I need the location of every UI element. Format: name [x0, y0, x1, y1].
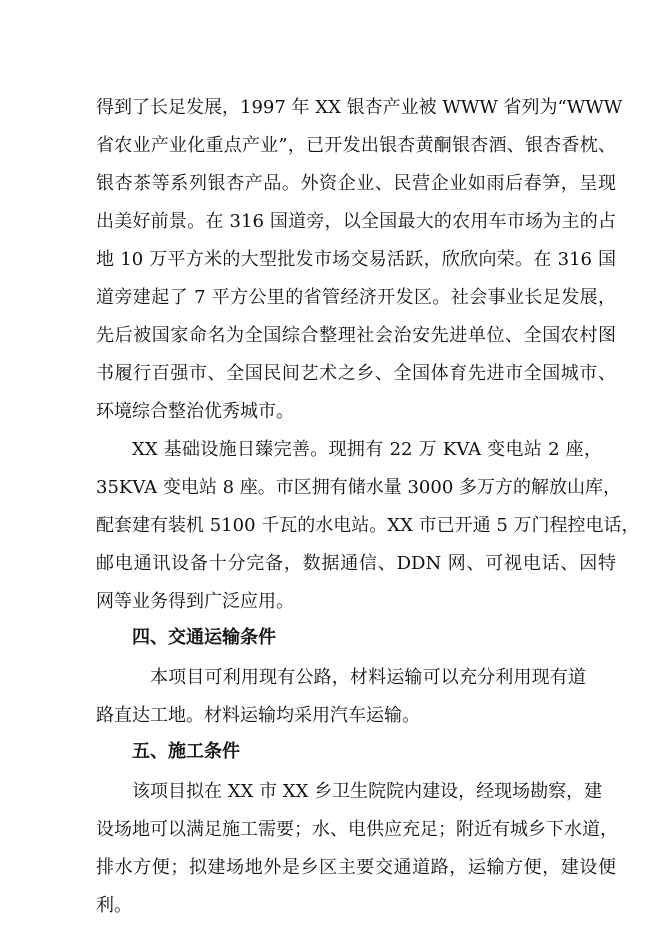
section-heading-construction: 五、施工条件: [132, 741, 240, 762]
paragraph-1-line-6: 道旁建起了 7 平方公里的省管经济开发区。社会事业长足发展，: [96, 287, 616, 308]
paragraph-4-line-2: 设场地可以满足施工需要；水、电供应充足；附近有城乡下水道，: [96, 819, 618, 840]
paragraph-1-line-2: 省农业产业化重点产业”，已开发出银杏黄酮银杏酒、银杏香枕、: [96, 135, 616, 156]
paragraph-2-line-4: 邮电通讯设备十分完备，数据通信、DDN 网、可视电话、因特: [96, 553, 616, 574]
paragraph-3-line-2: 路直达工地。材料运输均采用汽车运输。: [96, 705, 420, 726]
paragraph-1-line-4: 出美好前景。在 316 国道旁，以全国最大的农用车市场为主的占: [96, 211, 616, 232]
paragraph-4-line-1: 该项目拟在 XX 市 XX 乡卫生院院内建设，经现场勘察，建: [132, 781, 603, 802]
paragraph-4-line-4: 利。: [96, 895, 132, 916]
paragraph-4-line-3: 排水方便；拟建场地外是乡区主要交通道路，运输方便，建设便: [96, 857, 616, 878]
paragraph-2-line-5: 网等业务得到广泛应用。: [96, 591, 294, 612]
paragraph-2-line-3: 配套建有装机 5100 千瓦的水电站。XX 市已开通 5 万门程控电话，: [96, 515, 640, 536]
paragraph-1-line-3: 银杏茶等系列银杏产品。外资企业、民营企业如雨后春笋，呈现: [96, 173, 616, 194]
paragraph-1-line-9: 环境综合整治优秀城市。: [96, 401, 294, 422]
paragraph-3-line-1: 本项目可利用现有公路，材料运输可以充分利用现有道: [150, 667, 586, 688]
paragraph-2-line-2: 35KVA 变电站 8 座。市区拥有储水量 3000 多万方的解放山库，: [96, 477, 621, 498]
paragraph-1-line-1: 得到了长足发展，1997 年 XX 银杏产业被 WWW 省列为“WWW: [96, 97, 623, 118]
paragraph-1-line-8: 书履行百强市、全国民间艺术之乡、全国体育先进市全国城市、: [96, 363, 616, 384]
paragraph-2-line-1: XX 基础设施日臻完善。现拥有 22 万 KVA 变电站 2 座，: [132, 439, 602, 460]
section-heading-transport: 四、交通运输条件: [132, 627, 276, 648]
paragraph-1-line-5: 地 10 万平方米的大型批发市场交易活跃，欣欣向荣。在 316 国: [96, 249, 616, 270]
paragraph-1-line-7: 先后被国家命名为全国综合整理社会治安先进单位、全国农村图: [96, 325, 616, 346]
